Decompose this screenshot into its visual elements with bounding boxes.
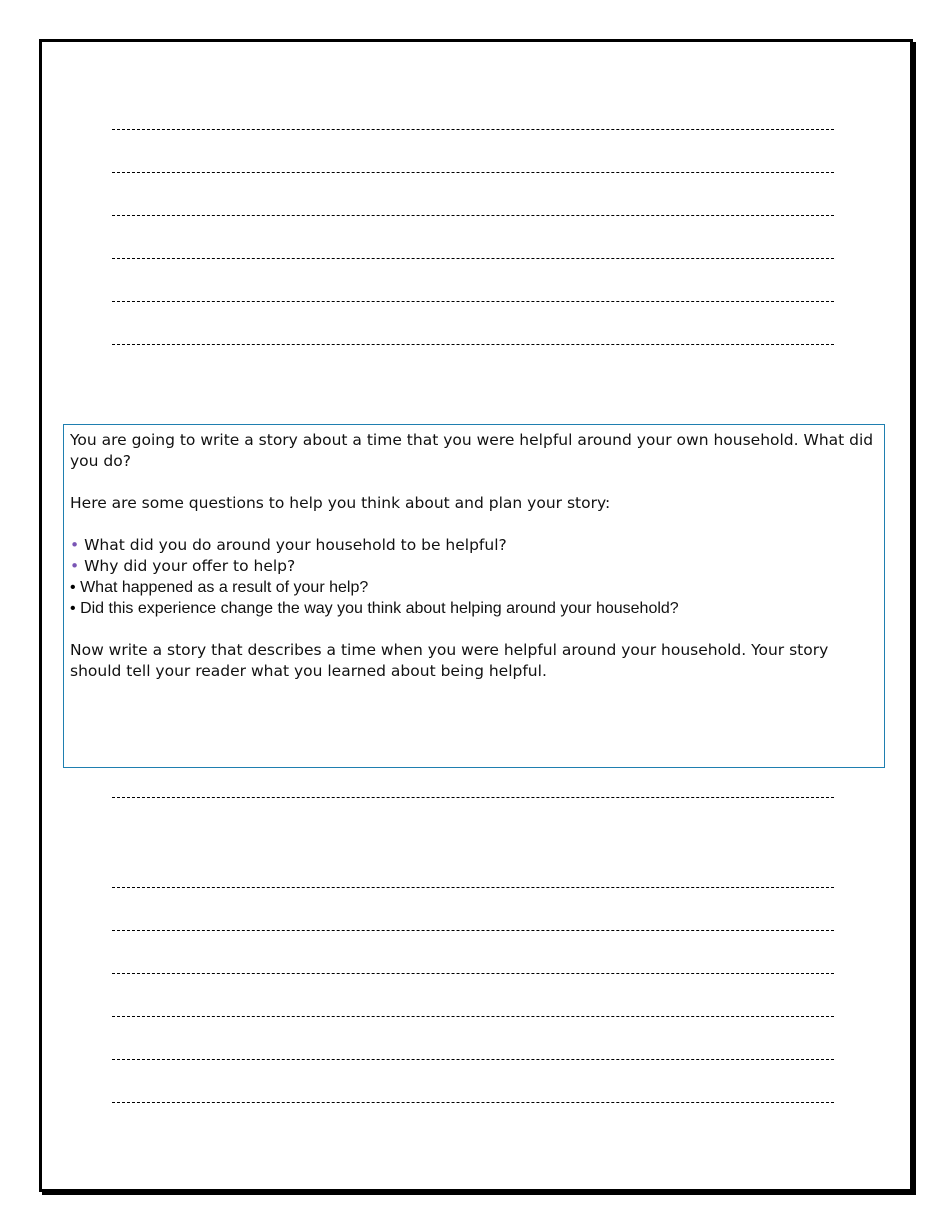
writing-line (112, 215, 834, 216)
writing-line (112, 301, 834, 302)
bullet-icon: • (70, 557, 80, 575)
writing-line (112, 1102, 834, 1103)
list-item (70, 598, 878, 619)
writing-prompt-box (63, 424, 885, 768)
planning-questions-list (70, 535, 878, 619)
bullet-icon: • (70, 536, 80, 554)
writing-line (112, 129, 834, 130)
writing-line (112, 930, 834, 931)
writing-line (112, 1059, 834, 1060)
writing-line (112, 258, 834, 259)
prompt-closing: Now write a story that describes a time when you were helpful around your household. Your story should tell your reader what you learned about being helpful. (70, 641, 829, 680)
writing-line (112, 973, 834, 974)
bullet-icon: • (70, 579, 76, 596)
question-text: What happened as a result of your help? (80, 579, 369, 596)
writing-line (112, 887, 834, 888)
question-text: Did this experience change the way you think about helping around your household? (80, 600, 679, 617)
prompt-questions-lead: Here are some questions to help you think about and plan your story: (70, 494, 611, 512)
writing-line (112, 344, 834, 345)
question-text: What did you do around your household to be helpful? (84, 536, 507, 554)
bullet-icon: • (70, 600, 76, 617)
list-item (70, 556, 878, 577)
question-text: Why did your offer to help? (84, 557, 296, 575)
list-item (70, 577, 878, 598)
writing-line (112, 172, 834, 173)
prompt-intro: You are going to write a story about a time that you were helpful around your own household. What did you do? (70, 431, 874, 470)
list-item (70, 535, 878, 556)
writing-line (112, 1016, 834, 1017)
writing-line (112, 797, 834, 798)
